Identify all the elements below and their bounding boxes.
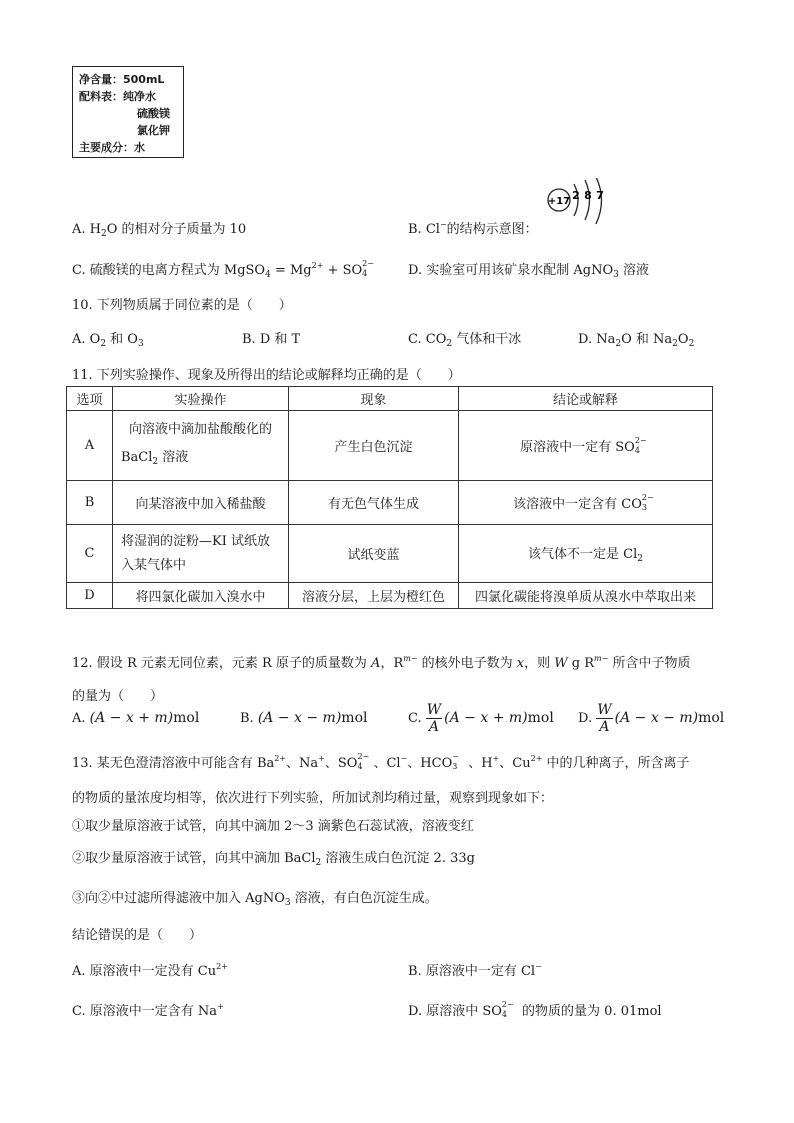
q13-stem-line1 [72, 752, 690, 771]
row-a-conclusion [459, 411, 713, 481]
row-c-conclusion [459, 525, 713, 583]
row-c-conc-prefix: 该气体不一定是 Cl [528, 547, 638, 562]
q12-electron-count: x [516, 656, 525, 671]
q9-c-sup1: 2+ [311, 261, 324, 270]
q9-a-prefix: A. H [72, 222, 101, 237]
q13-stem-line2: 的物质的量浓度均相等，依次进行下列实验，所加试剂均稍过量，观察到现象如下： [72, 791, 554, 806]
q10-a-prefix: A. O [72, 332, 101, 347]
row-b-conc-sup: 2− [641, 493, 654, 502]
row-a-conc-sub: 4 [634, 446, 640, 455]
q13-d-sup: 2− [501, 1000, 514, 1009]
q9-c-mid2: + SO [323, 263, 363, 278]
q13-step3-sub: 3 [284, 898, 291, 908]
header-operation: 实验操作 [113, 387, 289, 411]
q13-so-sup: 2− [357, 752, 370, 761]
q12-option-b[interactable] [240, 700, 367, 736]
q12-b-expr: (A − x − m) [257, 710, 342, 726]
q10-option-c[interactable] [408, 328, 521, 349]
q13-stem-end: 中的几种离子，所含离子 [542, 756, 690, 771]
q12-mass-number: A [371, 656, 381, 671]
q13-a-sup: 2+ [216, 962, 228, 971]
row-b-option: B [67, 481, 113, 525]
q13-cu: 、Cu [499, 756, 531, 771]
shell-electrons-2: 8 [584, 189, 592, 202]
q9-a-sub: 2 [101, 229, 107, 239]
q9-b-text: 的结构示意图： [446, 222, 538, 237]
row-a-phenomenon: 产生白色沉淀 [289, 411, 459, 481]
label-ingredient-mgso4: 硫酸镁 [137, 107, 170, 120]
q9-c-prefix: C. 硫酸镁的电离方程式为 MgSO [72, 263, 266, 278]
table-row [67, 525, 713, 583]
nucleus-charge: +17 [547, 196, 571, 207]
product-label [72, 66, 184, 158]
row-d-phenomenon: 溶液分层，上层为橙红色 [289, 583, 459, 609]
q12-b-unit: mol [341, 710, 368, 726]
q9-d-sub: 3 [613, 270, 619, 280]
cl-ion-structure-diagram [545, 178, 617, 234]
q12-option-a[interactable] [72, 700, 199, 736]
q10-option-d[interactable] [578, 328, 694, 349]
q13-ba-sup: 2+ [274, 754, 287, 763]
q13-a-prefix: A. 原溶液中一定没有 Cu [72, 964, 217, 979]
q13-b-prefix: B. 原溶液中一定有 Cl [408, 964, 536, 979]
q13-d-sub: 4 [501, 1010, 508, 1019]
q9-option-a[interactable] [72, 218, 246, 239]
row-c-operation [113, 525, 289, 583]
q12-a-expr: (A − x + m) [89, 710, 174, 726]
q13-h: 、H [468, 756, 493, 771]
q10-d-sub3: 2 [688, 339, 695, 349]
q12-b-label: B. [240, 711, 254, 726]
q13-h-sup: + [492, 754, 500, 763]
q10-a-mid: 和 O [106, 332, 138, 347]
q12-d-frac-den: A [599, 719, 610, 735]
shell-electrons-3: 7 [596, 189, 604, 202]
q13-cl: 、Cl [373, 756, 401, 771]
q9-option-c[interactable] [72, 259, 378, 280]
q11-stem: 11. 下列实验操作、现象及所得出的结论或解释均正确的是（ ） [72, 368, 461, 383]
q10-d-end: O [677, 332, 689, 347]
q12-c-unit: mol [527, 710, 554, 726]
row-a-op-line2-prefix: BaCl [121, 449, 153, 465]
q13-b-sup: − [535, 962, 542, 971]
q12-charge-sup-2: m− [594, 654, 609, 663]
q13-step3-a: ③向②中过滤所得滤液中加入 AgNO [72, 891, 285, 906]
q10-a-sub2: 3 [137, 339, 144, 349]
label-ingredient-kcl: 氯化钾 [137, 124, 170, 137]
q9-a-text: O 的相对分子质量为 10 [106, 222, 247, 237]
row-b-conc-sub: 3 [641, 503, 647, 512]
header-phenomenon: 现象 [289, 387, 459, 411]
row-a-operation [113, 411, 289, 481]
q13-hco-sub: 3 [452, 762, 458, 771]
q10-d-sub2: 2 [672, 339, 678, 349]
q12-d-frac-num: W [597, 702, 612, 718]
q12-mass: W [554, 656, 568, 671]
q10-c-sub: 2 [446, 339, 453, 349]
q10-d-mid: O 和 Na [621, 332, 673, 347]
q12-l1-b: ，R [380, 656, 404, 671]
q12-stem-line1 [72, 652, 690, 671]
q13-option-a[interactable] [72, 960, 228, 979]
q9-c-mid: = Mg [270, 263, 312, 278]
row-b-operation: 向某溶液中加入稀盐酸 [113, 481, 289, 525]
q12-c-fraction [426, 702, 442, 735]
q13-d-prefix: D. 原溶液中 SO [408, 1004, 502, 1019]
q12-d-fraction [596, 702, 612, 735]
row-c-option: C [67, 525, 113, 583]
q11-experiment-table [66, 386, 713, 609]
q10-stem: 10. 下列物质属于同位素的是（ ） [72, 298, 292, 313]
q10-c-text: 气体和干冰 [452, 332, 522, 347]
row-a-conc-prefix: 原溶液中一定有 SO [520, 440, 635, 455]
row-b-conc-prefix: 该溶液中一定含有 CO [513, 497, 642, 512]
q13-so: 、SO [324, 756, 358, 771]
q12-d-label: D. [578, 711, 593, 726]
row-c-op-line2: 入某气体中 [121, 557, 187, 573]
table-row [67, 583, 713, 609]
q13-option-d[interactable] [408, 1000, 662, 1019]
row-c-conc-sub: 2 [637, 554, 643, 564]
row-d-operation: 将四氯化碳加入溴水中 [113, 583, 289, 609]
q9-b-prefix: B. Cl [408, 222, 440, 237]
q13-stem-a: 13. 某无色澄清溶液中可能含有 Ba [72, 756, 275, 771]
q10-c-prefix: C. CO [408, 332, 447, 347]
shell-electrons-1: 2 [572, 189, 580, 202]
table-header-row [67, 387, 713, 411]
q10-a-sub1: 2 [100, 339, 107, 349]
label-ingredients: 配料表：纯净水 [79, 90, 156, 103]
label-volume: 净含量：500mL [79, 73, 165, 86]
q12-d-expr: (A − x − m) [614, 710, 699, 726]
q13-hco: 、HCO [407, 756, 453, 771]
q13-option-b[interactable] [408, 960, 542, 979]
q13-step-1: ①取少量原溶液于试管，向其中滴加 2～3 滴紫色石蕊试液，溶液变红 [72, 819, 474, 834]
q13-c-prefix: C. 原溶液中一定含有 Na [72, 1004, 218, 1019]
q12-stem-line2: 的量为（ ） [72, 689, 164, 704]
q13-step-2 [72, 847, 475, 868]
q9-option-d[interactable] [408, 259, 649, 280]
table-row [67, 411, 713, 481]
q12-c-expr: (A − x + m) [444, 710, 528, 726]
q13-cl-sup: − [400, 754, 408, 763]
q13-hco-sup: − [452, 752, 459, 761]
q12-d-unit: mol [698, 710, 725, 726]
row-a-op-line2-sub: 2 [152, 456, 159, 467]
header-conclusion: 结论或解释 [459, 387, 713, 411]
q9-d-prefix: D. 实验室可用该矿泉水配制 AgNO [408, 263, 614, 278]
q13-so-sub: 4 [357, 762, 363, 771]
q13-step2-b: 溶液生成白色沉淀 2. 33g [321, 851, 475, 866]
row-a-conc-sup: 2− [634, 436, 647, 445]
q10-d-prefix: D. Na [578, 332, 616, 347]
q10-d-sub1: 2 [615, 339, 622, 349]
row-b-conclusion [459, 481, 713, 525]
q10-option-b[interactable]: B. D 和 T [242, 332, 301, 347]
q9-c-sub1: 4 [265, 270, 271, 280]
row-a-option: A [67, 411, 113, 481]
q12-option-d[interactable] [578, 700, 724, 736]
row-c-op-line1: 将湿润的淀粉—KI 试纸放 [121, 533, 270, 549]
q13-cu-sup: 2+ [530, 754, 543, 763]
row-a-op-line2 [117, 444, 284, 476]
table-row [67, 481, 713, 525]
row-a-op-line1: 向溶液中滴加盐酸酸化的 [128, 421, 272, 437]
q12-l1-d: ，则 [524, 656, 555, 671]
q13-step2-a: ②取少量原溶液于试管，向其中滴加 BaCl [72, 851, 316, 866]
q13-na: 、Na [286, 756, 319, 771]
q13-d-text: 的物质的量为 0. 01mol [517, 1004, 662, 1019]
q9-option-b[interactable] [408, 218, 538, 237]
q12-c-label: C. [408, 711, 422, 726]
q13-step-3 [72, 887, 438, 908]
q12-l1-f: 所含中子物质 [608, 656, 691, 671]
q9-d-text: 溶液 [618, 263, 649, 278]
q10-option-a[interactable] [72, 328, 144, 349]
q12-a-label: A. [72, 711, 86, 726]
q12-a-unit: mol [173, 710, 200, 726]
q12-option-c[interactable] [408, 700, 554, 736]
row-b-phenomenon: 有无色气体生成 [289, 481, 459, 525]
q13-step2-sub: 2 [315, 858, 322, 868]
q13-step3-b: 溶液，有白色沉淀生成。 [290, 891, 438, 906]
q9-c-sup2: 2− [362, 259, 374, 268]
q13-c-sup: + [217, 1002, 224, 1011]
q9-b-sup: − [439, 220, 447, 229]
row-d-option: D [67, 583, 113, 609]
row-c-phenomenon: 试纸变蓝 [289, 525, 459, 583]
label-main-component: 主要成分：水 [79, 141, 145, 154]
q12-l1-c: 的核外电子数为 [417, 656, 517, 671]
q9-c-sub2: 4 [362, 269, 368, 278]
q13-ask: 结论错误的是（ ） [72, 928, 203, 943]
header-option: 选项 [67, 387, 113, 411]
row-d-conclusion: 四氯化碳能将溴单质从溴水中萃取出来 [459, 583, 713, 609]
q12-c-frac-den: A [428, 719, 440, 735]
q13-option-c[interactable] [72, 1000, 224, 1019]
q12-l1-e: g R [567, 656, 595, 671]
q13-na-sup: + [318, 754, 325, 763]
row-a-op-line2-text: 溶液 [158, 449, 189, 465]
q12-charge-sup-1: m− [403, 654, 418, 663]
q12-l1-a: 12. 假设 R 元素无同位素，元素 R 原子的质量数为 [72, 656, 372, 671]
q12-c-frac-num: W [426, 702, 442, 718]
